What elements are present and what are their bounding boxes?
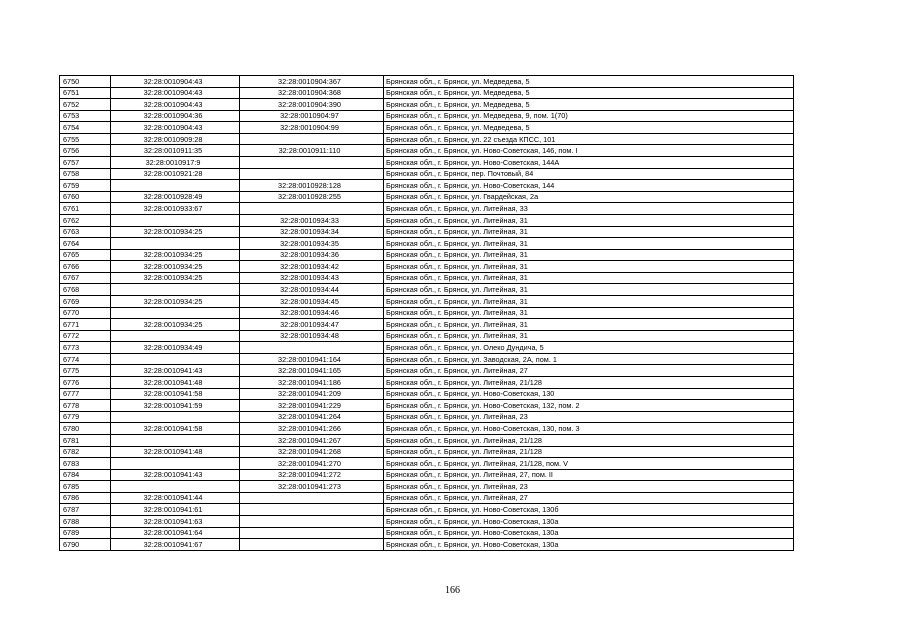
row-number-cell: 6772 xyxy=(60,330,111,342)
table-row xyxy=(60,319,794,331)
table-row xyxy=(60,249,794,261)
cadastral-parcel-cell xyxy=(111,284,240,296)
table-row xyxy=(60,191,794,203)
address-cell: Брянская обл., г. Брянск, ул. Ново-Советская, 132, пом. 2 xyxy=(384,400,794,412)
cadastral-object-cell: 32:28:0010941:264 xyxy=(240,411,384,423)
address-cell: Брянская обл., г. Брянск, ул. Литейная, 27 xyxy=(384,492,794,504)
address-cell: Брянская обл., г. Брянск, ул. Ново-Советская, 130а xyxy=(384,515,794,527)
cadastral-parcel-cell: 32:28:0010941:48 xyxy=(111,446,240,458)
table-row xyxy=(60,527,794,539)
address-cell: Брянская обл., г. Брянск, пер. Почтовый, 84 xyxy=(384,168,794,180)
cadastral-parcel-cell xyxy=(111,411,240,423)
cadastral-parcel-cell: 32:28:0010909:28 xyxy=(111,133,240,145)
cadastral-object-cell: 32:28:0010934:42 xyxy=(240,261,384,273)
table-row xyxy=(60,377,794,389)
registry-table xyxy=(59,75,794,551)
row-number-cell: 6752 xyxy=(60,99,111,111)
table-row xyxy=(60,458,794,470)
address-cell: Брянская обл., г. Брянск, ул. Литейная, 21/128 xyxy=(384,377,794,389)
table-row xyxy=(60,330,794,342)
table-row xyxy=(60,342,794,354)
cadastral-parcel-cell xyxy=(111,458,240,470)
row-number-cell: 6768 xyxy=(60,284,111,296)
cadastral-object-cell: 32:28:0010941:165 xyxy=(240,365,384,377)
row-number-cell: 6780 xyxy=(60,423,111,435)
row-number-cell: 6766 xyxy=(60,261,111,273)
address-cell: Брянская обл., г. Брянск, ул. Ново-Советская, 130, пом. 3 xyxy=(384,423,794,435)
cadastral-parcel-cell xyxy=(111,481,240,493)
page-number: 166 xyxy=(445,585,460,596)
row-number-cell: 6774 xyxy=(60,353,111,365)
cadastral-object-cell: 32:28:0010904:99 xyxy=(240,122,384,134)
cadastral-parcel-cell: 32:28:0010904:43 xyxy=(111,122,240,134)
address-cell: Брянская обл., г. Брянск, ул. Литейная, 21/128, пом. V xyxy=(384,458,794,470)
registry-table-body xyxy=(60,76,794,551)
table-row xyxy=(60,168,794,180)
address-cell: Брянская обл., г. Брянск, ул. Литейная, 31 xyxy=(384,295,794,307)
cadastral-object-cell: 32:28:0010934:35 xyxy=(240,238,384,250)
table-row xyxy=(60,539,794,551)
cadastral-object-cell: 32:28:0010934:47 xyxy=(240,319,384,331)
cadastral-parcel-cell: 32:28:0010917:9 xyxy=(111,157,240,169)
cadastral-parcel-cell: 32:28:0010934:25 xyxy=(111,272,240,284)
address-cell: Брянская обл., г. Брянск, ул. Медведева, 9, пом. 1(70) xyxy=(384,110,794,122)
row-number-cell: 6778 xyxy=(60,400,111,412)
cadastral-parcel-cell xyxy=(111,180,240,192)
cadastral-object-cell: 32:28:0010941:164 xyxy=(240,353,384,365)
table-row xyxy=(60,76,794,88)
cadastral-object-cell: 32:28:0010934:46 xyxy=(240,307,384,319)
cadastral-parcel-cell xyxy=(111,307,240,319)
table-row xyxy=(60,157,794,169)
address-cell: Брянская обл., г. Брянск, ул. Медведева, 5 xyxy=(384,122,794,134)
cadastral-parcel-cell: 32:28:0010921:28 xyxy=(111,168,240,180)
row-number-cell: 6751 xyxy=(60,87,111,99)
cadastral-object-cell: 32:28:0010941:186 xyxy=(240,377,384,389)
cadastral-parcel-cell: 32:28:0010911:35 xyxy=(111,145,240,157)
row-number-cell: 6754 xyxy=(60,122,111,134)
table-row xyxy=(60,226,794,238)
cadastral-object-cell: 32:28:0010934:34 xyxy=(240,226,384,238)
table-row xyxy=(60,434,794,446)
cadastral-parcel-cell: 32:28:0010941:58 xyxy=(111,388,240,400)
table-row xyxy=(60,145,794,157)
table-row xyxy=(60,388,794,400)
cadastral-object-cell xyxy=(240,342,384,354)
row-number-cell: 6755 xyxy=(60,133,111,145)
address-cell: Брянская обл., г. Брянск, ул. Литейная, 31 xyxy=(384,238,794,250)
cadastral-parcel-cell: 32:28:0010934:49 xyxy=(111,342,240,354)
address-cell: Брянская обл., г. Брянск, ул. Ново-Советская, 144А xyxy=(384,157,794,169)
row-number-cell: 6786 xyxy=(60,492,111,504)
row-number-cell: 6758 xyxy=(60,168,111,180)
address-cell: Брянская обл., г. Брянск, ул. Литейная, 31 xyxy=(384,226,794,238)
cadastral-object-cell xyxy=(240,539,384,551)
row-number-cell: 6760 xyxy=(60,191,111,203)
table-row xyxy=(60,446,794,458)
cadastral-parcel-cell: 32:28:0010941:59 xyxy=(111,400,240,412)
row-number-cell: 6764 xyxy=(60,238,111,250)
address-cell: Брянская обл., г. Брянск, ул. Литейная, 31 xyxy=(384,284,794,296)
cadastral-parcel-cell: 32:28:0010934:25 xyxy=(111,319,240,331)
row-number-cell: 6761 xyxy=(60,203,111,215)
cadastral-parcel-cell: 32:28:0010941:44 xyxy=(111,492,240,504)
cadastral-object-cell xyxy=(240,133,384,145)
row-number-cell: 6750 xyxy=(60,76,111,88)
address-cell: Брянская обл., г. Брянск, ул. Ново-Советская, 130 xyxy=(384,388,794,400)
row-number-cell: 6775 xyxy=(60,365,111,377)
cadastral-parcel-cell xyxy=(111,330,240,342)
row-number-cell: 6762 xyxy=(60,214,111,226)
table-row xyxy=(60,214,794,226)
table-row xyxy=(60,180,794,192)
address-cell: Брянская обл., г. Брянск, ул. Литейная, 31 xyxy=(384,307,794,319)
address-cell: Брянская обл., г. Брянск, ул. Литейная, 31 xyxy=(384,272,794,284)
address-cell: Брянская обл., г. Брянск, ул. Ново-Советская, 130б xyxy=(384,504,794,516)
cadastral-object-cell: 32:28:0010941:268 xyxy=(240,446,384,458)
cadastral-object-cell: 32:28:0010941:272 xyxy=(240,469,384,481)
cadastral-parcel-cell: 32:28:0010941:61 xyxy=(111,504,240,516)
address-cell: Брянская обл., г. Брянск, ул. 22 съезда КПСС, 101 xyxy=(384,133,794,145)
row-number-cell: 6782 xyxy=(60,446,111,458)
cadastral-object-cell: 32:28:0010934:33 xyxy=(240,214,384,226)
table-row xyxy=(60,307,794,319)
table-row xyxy=(60,481,794,493)
cadastral-parcel-cell xyxy=(111,214,240,226)
table-row xyxy=(60,492,794,504)
table-row xyxy=(60,423,794,435)
address-cell: Брянская обл., г. Брянск, ул. Олеко Дундича, 5 xyxy=(384,342,794,354)
cadastral-parcel-cell xyxy=(111,238,240,250)
address-cell: Брянская обл., г. Брянск, ул. Литейная, 21/128 xyxy=(384,434,794,446)
row-number-cell: 6779 xyxy=(60,411,111,423)
table-row xyxy=(60,411,794,423)
table-row xyxy=(60,295,794,307)
address-cell: Брянская обл., г. Брянск, ул. Литейная, 31 xyxy=(384,249,794,261)
address-cell: Брянская обл., г. Брянск, ул. Литейная, 27, пом. II xyxy=(384,469,794,481)
cadastral-parcel-cell: 32:28:0010941:67 xyxy=(111,539,240,551)
cadastral-object-cell xyxy=(240,203,384,215)
address-cell: Брянская обл., г. Брянск, ул. Заводская, 2А, пом. 1 xyxy=(384,353,794,365)
cadastral-parcel-cell: 32:28:0010941:43 xyxy=(111,469,240,481)
cadastral-parcel-cell: 32:28:0010933:67 xyxy=(111,203,240,215)
cadastral-object-cell: 32:28:0010934:48 xyxy=(240,330,384,342)
cadastral-object-cell: 32:28:0010941:209 xyxy=(240,388,384,400)
table-row xyxy=(60,284,794,296)
row-number-cell: 6776 xyxy=(60,377,111,389)
cadastral-object-cell xyxy=(240,527,384,539)
address-cell: Брянская обл., г. Брянск, ул. Ново-Советская, 130а xyxy=(384,539,794,551)
cadastral-parcel-cell: 32:28:0010904:43 xyxy=(111,99,240,111)
cadastral-object-cell: 32:28:0010928:128 xyxy=(240,180,384,192)
address-cell: Брянская обл., г. Брянск, ул. Литейная, 31 xyxy=(384,214,794,226)
cadastral-object-cell xyxy=(240,157,384,169)
cadastral-parcel-cell: 32:28:0010934:25 xyxy=(111,261,240,273)
row-number-cell: 6765 xyxy=(60,249,111,261)
row-number-cell: 6770 xyxy=(60,307,111,319)
address-cell: Брянская обл., г. Брянск, ул. Ново-Советская, 130а xyxy=(384,527,794,539)
row-number-cell: 6773 xyxy=(60,342,111,354)
row-number-cell: 6769 xyxy=(60,295,111,307)
cadastral-object-cell xyxy=(240,515,384,527)
cadastral-parcel-cell: 32:28:0010928:49 xyxy=(111,191,240,203)
address-cell: Брянская обл., г. Брянск, ул. Медведева, 5 xyxy=(384,99,794,111)
row-number-cell: 6757 xyxy=(60,157,111,169)
row-number-cell: 6767 xyxy=(60,272,111,284)
address-cell: Брянская обл., г. Брянск, ул. Ново-Советская, 144 xyxy=(384,180,794,192)
cadastral-parcel-cell: 32:28:0010934:25 xyxy=(111,226,240,238)
table-row xyxy=(60,203,794,215)
table-row xyxy=(60,122,794,134)
cadastral-object-cell: 32:28:0010941:266 xyxy=(240,423,384,435)
cadastral-object-cell: 32:28:0010941:229 xyxy=(240,400,384,412)
row-number-cell: 6783 xyxy=(60,458,111,470)
cadastral-parcel-cell xyxy=(111,434,240,446)
cadastral-parcel-cell: 32:28:0010941:64 xyxy=(111,527,240,539)
row-number-cell: 6784 xyxy=(60,469,111,481)
cadastral-parcel-cell: 32:28:0010904:43 xyxy=(111,87,240,99)
cadastral-parcel-cell: 32:28:0010941:63 xyxy=(111,515,240,527)
cadastral-object-cell: 32:28:0010904:390 xyxy=(240,99,384,111)
row-number-cell: 6763 xyxy=(60,226,111,238)
table-row xyxy=(60,504,794,516)
cadastral-object-cell: 32:28:0010934:44 xyxy=(240,284,384,296)
cadastral-parcel-cell: 32:28:0010941:43 xyxy=(111,365,240,377)
table-row xyxy=(60,110,794,122)
address-cell: Брянская обл., г. Брянск, ул. Литейная, 33 xyxy=(384,203,794,215)
cadastral-parcel-cell xyxy=(111,353,240,365)
cadastral-object-cell: 32:28:0010941:267 xyxy=(240,434,384,446)
row-number-cell: 6781 xyxy=(60,434,111,446)
table-row xyxy=(60,272,794,284)
row-number-cell: 6777 xyxy=(60,388,111,400)
row-number-cell: 6787 xyxy=(60,504,111,516)
address-cell: Брянская обл., г. Брянск, ул. Литейная, 23 xyxy=(384,481,794,493)
cadastral-parcel-cell: 32:28:0010904:36 xyxy=(111,110,240,122)
cadastral-object-cell: 32:28:0010928:255 xyxy=(240,191,384,203)
cadastral-parcel-cell: 32:28:0010941:48 xyxy=(111,377,240,389)
cadastral-object-cell xyxy=(240,492,384,504)
address-cell: Брянская обл., г. Брянск, ул. Литейная, 31 xyxy=(384,319,794,331)
cadastral-parcel-cell: 32:28:0010941:58 xyxy=(111,423,240,435)
cadastral-object-cell: 32:28:0010934:45 xyxy=(240,295,384,307)
cadastral-parcel-cell: 32:28:0010904:43 xyxy=(111,76,240,88)
cadastral-object-cell xyxy=(240,168,384,180)
address-cell: Брянская обл., г. Брянск, ул. Литейная, 21/128 xyxy=(384,446,794,458)
table-row xyxy=(60,87,794,99)
cadastral-object-cell: 32:28:0010911:110 xyxy=(240,145,384,157)
cadastral-object-cell: 32:28:0010904:97 xyxy=(240,110,384,122)
address-cell: Брянская обл., г. Брянск, ул. Медведева, 5 xyxy=(384,76,794,88)
cadastral-object-cell: 32:28:0010904:367 xyxy=(240,76,384,88)
table-row xyxy=(60,261,794,273)
cadastral-object-cell: 32:28:0010934:43 xyxy=(240,272,384,284)
cadastral-object-cell xyxy=(240,504,384,516)
address-cell: Брянская обл., г. Брянск, ул. Ново-Советская, 146, пом. I xyxy=(384,145,794,157)
table-row xyxy=(60,353,794,365)
cadastral-object-cell: 32:28:0010941:273 xyxy=(240,481,384,493)
cadastral-parcel-cell: 32:28:0010934:25 xyxy=(111,249,240,261)
cadastral-object-cell: 32:28:0010941:270 xyxy=(240,458,384,470)
table-row xyxy=(60,99,794,111)
row-number-cell: 6790 xyxy=(60,539,111,551)
table-row xyxy=(60,365,794,377)
row-number-cell: 6753 xyxy=(60,110,111,122)
address-cell: Брянская обл., г. Брянск, ул. Медведева, 5 xyxy=(384,87,794,99)
row-number-cell: 6785 xyxy=(60,481,111,493)
cadastral-object-cell: 32:28:0010904:368 xyxy=(240,87,384,99)
cadastral-object-cell: 32:28:0010934:36 xyxy=(240,249,384,261)
table-row xyxy=(60,400,794,412)
row-number-cell: 6788 xyxy=(60,515,111,527)
table-row xyxy=(60,469,794,481)
cadastral-parcel-cell: 32:28:0010934:25 xyxy=(111,295,240,307)
table-row xyxy=(60,133,794,145)
row-number-cell: 6759 xyxy=(60,180,111,192)
address-cell: Брянская обл., г. Брянск, ул. Гвардейская, 2а xyxy=(384,191,794,203)
address-cell: Брянская обл., г. Брянск, ул. Литейная, 31 xyxy=(384,330,794,342)
address-cell: Брянская обл., г. Брянск, ул. Литейная, 31 xyxy=(384,261,794,273)
table-row xyxy=(60,515,794,527)
table-row xyxy=(60,238,794,250)
address-cell: Брянская обл., г. Брянск, ул. Литейная, 23 xyxy=(384,411,794,423)
address-cell: Брянская обл., г. Брянск, ул. Литейная, 27 xyxy=(384,365,794,377)
row-number-cell: 6756 xyxy=(60,145,111,157)
row-number-cell: 6771 xyxy=(60,319,111,331)
row-number-cell: 6789 xyxy=(60,527,111,539)
